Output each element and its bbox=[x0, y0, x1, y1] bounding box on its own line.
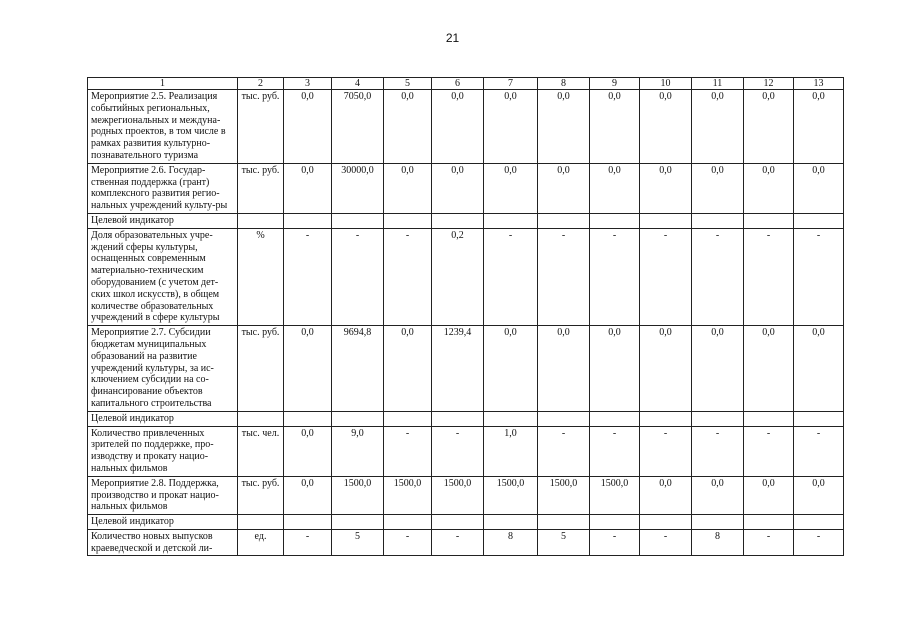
value-cell: - bbox=[640, 228, 692, 325]
column-header: 9 bbox=[590, 78, 640, 90]
empty-cell bbox=[590, 213, 640, 228]
value-cell: - bbox=[432, 426, 484, 476]
value-cell: 0,2 bbox=[432, 228, 484, 325]
empty-cell bbox=[484, 411, 538, 426]
value-cell: 0,0 bbox=[692, 326, 744, 412]
value-cell: 0,0 bbox=[794, 90, 844, 164]
empty-cell bbox=[238, 213, 284, 228]
value-cell: - bbox=[538, 426, 590, 476]
empty-cell bbox=[384, 515, 432, 530]
value-cell: - bbox=[384, 228, 432, 325]
value-cell: 1,0 bbox=[484, 426, 538, 476]
row-name: Мероприятие 2.7. Субсидии бюджетам муниципальных образований на развитие учреждений культуры, за ис-ключением субсидии на со-финансирование объектов капитального строительства bbox=[88, 326, 238, 412]
empty-cell bbox=[692, 515, 744, 530]
empty-cell bbox=[590, 411, 640, 426]
value-cell: 0,0 bbox=[794, 326, 844, 412]
empty-cell bbox=[794, 515, 844, 530]
empty-cell bbox=[744, 213, 794, 228]
value-cell: - bbox=[332, 228, 384, 325]
value-cell: - bbox=[692, 426, 744, 476]
section-label: Целевой индикатор bbox=[88, 515, 238, 530]
value-cell: - bbox=[284, 228, 332, 325]
empty-cell bbox=[332, 411, 384, 426]
value-cell: - bbox=[384, 529, 432, 556]
empty-cell bbox=[432, 411, 484, 426]
empty-cell bbox=[284, 515, 332, 530]
value-cell: 9,0 bbox=[332, 426, 384, 476]
value-cell: - bbox=[432, 529, 484, 556]
value-cell: 0,0 bbox=[590, 90, 640, 164]
value-cell: 1500,0 bbox=[332, 476, 384, 514]
table-row bbox=[88, 163, 844, 213]
value-cell: 0,0 bbox=[284, 476, 332, 514]
section-label: Целевой индикатор bbox=[88, 213, 238, 228]
value-cell: 9694,8 bbox=[332, 326, 384, 412]
indicator-table bbox=[87, 77, 844, 556]
column-header: 7 bbox=[484, 78, 538, 90]
empty-cell bbox=[432, 213, 484, 228]
value-cell: - bbox=[794, 426, 844, 476]
value-cell: 5 bbox=[332, 529, 384, 556]
value-cell: 0,0 bbox=[432, 90, 484, 164]
section-row bbox=[88, 411, 844, 426]
table-row bbox=[88, 326, 844, 412]
value-cell: 0,0 bbox=[692, 163, 744, 213]
column-header: 10 bbox=[640, 78, 692, 90]
column-header: 8 bbox=[538, 78, 590, 90]
empty-cell bbox=[332, 213, 384, 228]
empty-cell bbox=[284, 411, 332, 426]
empty-cell bbox=[332, 515, 384, 530]
value-cell: 7050,0 bbox=[332, 90, 384, 164]
empty-cell bbox=[590, 515, 640, 530]
value-cell: 0,0 bbox=[692, 476, 744, 514]
value-cell: - bbox=[744, 426, 794, 476]
value-cell: 30000,0 bbox=[332, 163, 384, 213]
value-cell: 0,0 bbox=[640, 90, 692, 164]
empty-cell bbox=[692, 213, 744, 228]
value-cell: - bbox=[692, 228, 744, 325]
value-cell: - bbox=[640, 426, 692, 476]
table-row bbox=[88, 228, 844, 325]
empty-cell bbox=[640, 213, 692, 228]
empty-cell bbox=[484, 515, 538, 530]
value-cell: - bbox=[794, 228, 844, 325]
value-cell: 0,0 bbox=[590, 326, 640, 412]
value-cell: 0,0 bbox=[744, 326, 794, 412]
empty-cell bbox=[284, 213, 332, 228]
value-cell: 0,0 bbox=[384, 90, 432, 164]
value-cell: 1500,0 bbox=[384, 476, 432, 514]
value-cell: 0,0 bbox=[744, 90, 794, 164]
empty-cell bbox=[744, 411, 794, 426]
value-cell: 0,0 bbox=[744, 476, 794, 514]
row-name: Мероприятие 2.5. Реализация событийных региональных, межрегиональных и междуна-родных проектов, в том числе в рамках развития культурно-познавательного туризма bbox=[88, 90, 238, 164]
value-cell: 0,0 bbox=[538, 326, 590, 412]
row-name: Мероприятие 2.6. Государ-ственная поддержка (грант) комплексного развития регио-нальных учреждений культу-ры bbox=[88, 163, 238, 213]
empty-cell bbox=[484, 213, 538, 228]
row-unit: тыс. руб. bbox=[238, 90, 284, 164]
column-header: 11 bbox=[692, 78, 744, 90]
row-unit: тыс. чел. bbox=[238, 426, 284, 476]
value-cell: 0,0 bbox=[432, 163, 484, 213]
row-unit: тыс. руб. bbox=[238, 326, 284, 412]
table-row bbox=[88, 476, 844, 514]
column-header: 1 bbox=[88, 78, 238, 90]
table-header bbox=[88, 78, 844, 90]
column-header: 5 bbox=[384, 78, 432, 90]
row-name: Мероприятие 2.8. Поддержка, производство и прокат нацио-нальных фильмов bbox=[88, 476, 238, 514]
column-header: 4 bbox=[332, 78, 384, 90]
value-cell: 0,0 bbox=[794, 163, 844, 213]
value-cell: 0,0 bbox=[692, 90, 744, 164]
value-cell: - bbox=[590, 426, 640, 476]
value-cell: 0,0 bbox=[538, 163, 590, 213]
empty-cell bbox=[238, 515, 284, 530]
value-cell: - bbox=[384, 426, 432, 476]
empty-cell bbox=[692, 411, 744, 426]
row-name: Доля образовательных учре-ждений сферы культуры, оснащенных современным материально-техническим оборудованием (с учетом дет-ских школ искусств), в общем количестве образовательных учреждений в сфере культуры bbox=[88, 228, 238, 325]
empty-cell bbox=[538, 411, 590, 426]
column-header: 2 bbox=[238, 78, 284, 90]
value-cell: - bbox=[744, 228, 794, 325]
value-cell: 0,0 bbox=[538, 90, 590, 164]
value-cell: 1500,0 bbox=[484, 476, 538, 514]
column-header: 6 bbox=[432, 78, 484, 90]
value-cell: 0,0 bbox=[484, 90, 538, 164]
empty-cell bbox=[238, 411, 284, 426]
value-cell: 0,0 bbox=[284, 326, 332, 412]
value-cell: 0,0 bbox=[794, 476, 844, 514]
row-unit: % bbox=[238, 228, 284, 325]
table-row bbox=[88, 426, 844, 476]
value-cell: - bbox=[284, 529, 332, 556]
column-header: 3 bbox=[284, 78, 332, 90]
empty-cell bbox=[640, 515, 692, 530]
value-cell: 0,0 bbox=[640, 163, 692, 213]
value-cell: - bbox=[640, 529, 692, 556]
value-cell: - bbox=[744, 529, 794, 556]
value-cell: - bbox=[538, 228, 590, 325]
section-row bbox=[88, 515, 844, 530]
value-cell: 0,0 bbox=[744, 163, 794, 213]
value-cell: - bbox=[484, 228, 538, 325]
row-unit: тыс. руб. bbox=[238, 163, 284, 213]
empty-cell bbox=[794, 213, 844, 228]
value-cell: 8 bbox=[484, 529, 538, 556]
page-number: 21 bbox=[445, 31, 460, 45]
value-cell: - bbox=[590, 228, 640, 325]
value-cell: 1500,0 bbox=[590, 476, 640, 514]
empty-cell bbox=[794, 411, 844, 426]
section-label: Целевой индикатор bbox=[88, 411, 238, 426]
row-name: Количество привлеченных зрителей по поддержке, про-изводству и прокату нацио-нальных фильмов bbox=[88, 426, 238, 476]
value-cell: 0,0 bbox=[640, 326, 692, 412]
table-row bbox=[88, 529, 844, 556]
value-cell: 1239,4 bbox=[432, 326, 484, 412]
value-cell: 0,0 bbox=[384, 326, 432, 412]
value-cell: 1500,0 bbox=[538, 476, 590, 514]
empty-cell bbox=[384, 213, 432, 228]
value-cell: 0,0 bbox=[484, 163, 538, 213]
value-cell: 0,0 bbox=[384, 163, 432, 213]
empty-cell bbox=[432, 515, 484, 530]
column-header: 12 bbox=[744, 78, 794, 90]
value-cell: - bbox=[590, 529, 640, 556]
header-row bbox=[88, 78, 844, 90]
table-body bbox=[88, 90, 844, 556]
row-unit: тыс. руб. bbox=[238, 476, 284, 514]
empty-cell bbox=[640, 411, 692, 426]
value-cell: 0,0 bbox=[484, 326, 538, 412]
section-row bbox=[88, 213, 844, 228]
empty-cell bbox=[744, 515, 794, 530]
empty-cell bbox=[384, 411, 432, 426]
column-header: 13 bbox=[794, 78, 844, 90]
value-cell: 1500,0 bbox=[432, 476, 484, 514]
value-cell: - bbox=[794, 529, 844, 556]
table-row bbox=[88, 90, 844, 164]
row-name: Количество новых выпусков краеведческой и детской ли- bbox=[88, 529, 238, 556]
value-cell: 0,0 bbox=[640, 476, 692, 514]
value-cell: 0,0 bbox=[284, 163, 332, 213]
value-cell: 8 bbox=[692, 529, 744, 556]
row-unit: ед. bbox=[238, 529, 284, 556]
value-cell: 5 bbox=[538, 529, 590, 556]
empty-cell bbox=[538, 213, 590, 228]
value-cell: 0,0 bbox=[284, 426, 332, 476]
value-cell: 0,0 bbox=[284, 90, 332, 164]
empty-cell bbox=[538, 515, 590, 530]
value-cell: 0,0 bbox=[590, 163, 640, 213]
